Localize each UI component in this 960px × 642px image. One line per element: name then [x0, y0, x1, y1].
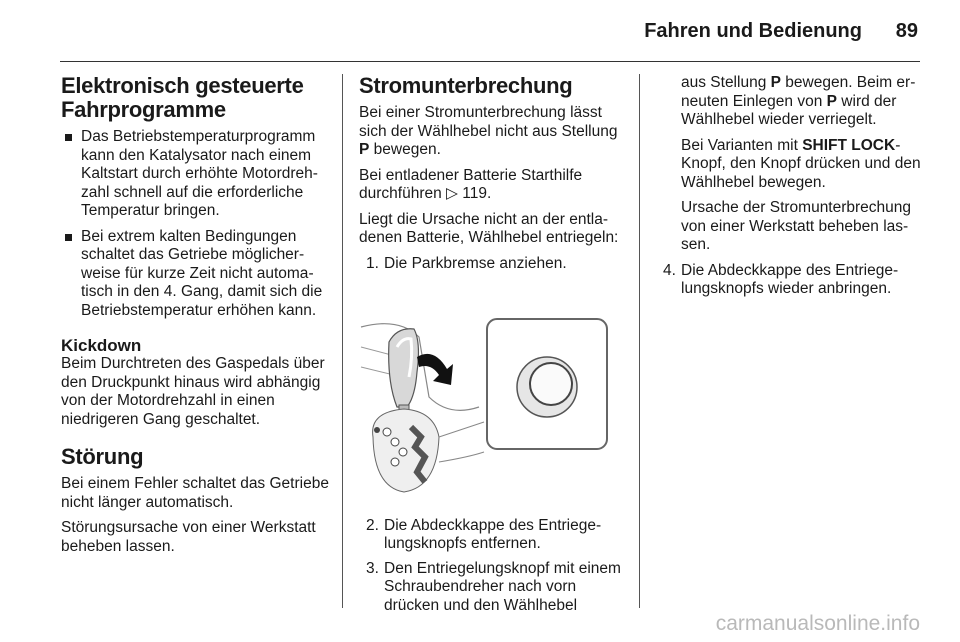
column-divider-2 — [639, 74, 640, 608]
gear-p-label: P — [359, 141, 370, 158]
step-item — [359, 255, 625, 274]
step-text: Die Parkbremse anziehen. — [384, 254, 567, 272]
step-number: 1. — [366, 254, 379, 272]
watermark: carmanualsonline.info — [715, 612, 920, 635]
gear-p-label: P — [826, 92, 837, 110]
step-item — [359, 517, 625, 554]
section-title-fahrprogramme: Elektronisch gesteuerte Fahrprogramme — [61, 73, 304, 122]
strom-text-2 — [359, 167, 625, 204]
gear-p-label: P — [770, 74, 781, 91]
stoerung-text-2: Störungsursache von einer Werkstatt beheben lassen. — [61, 519, 316, 555]
stoerung-text-1: Bei einem Fehler schaltet das Getriebe nicht länger automatisch. — [61, 475, 329, 511]
bullet-item — [61, 128, 329, 221]
section-title-stromunterbrechung: Stromunterbrechung — [359, 73, 573, 98]
step-text: Die Abdeckkappe des Entriegelungsknopfs entfernen. — [384, 516, 602, 552]
step-item — [359, 560, 625, 616]
page-number: 89 — [895, 20, 918, 42]
step-text: Die Abdeckkappe des Entriegelungsknopfs wieder anbringen. — [681, 261, 899, 297]
page-header-title: Fahren und Bedienung — [644, 20, 862, 42]
page-reference-arrow-icon: ▷ — [446, 185, 463, 202]
step-number: 3. — [366, 559, 379, 577]
step-3-continuation — [656, 74, 924, 130]
text-run: bewegen. Beim erneuten Einlegen von — [681, 74, 916, 110]
column-middle — [359, 74, 625, 621]
square-bullet-icon — [65, 134, 72, 141]
strom-text-3: Liegt die Ursache nicht an der entladenen Batterie, Wählhebel entriegeln: — [359, 210, 619, 246]
text-run: aus Stellung — [681, 74, 771, 91]
column-left — [61, 74, 329, 563]
shift-lock-label: SHIFT LOCK — [802, 136, 896, 154]
step-text: Den Entriegelungsknopf mit einem Schraubendreher nach vorn drücken und den Wählhebel — [384, 559, 621, 614]
text-run: . — [486, 185, 492, 202]
step-number: 2. — [366, 516, 379, 534]
ursache-text: Ursache der Stromunterbrechung von einer Werkstatt beheben lassen. — [681, 199, 912, 253]
text-run: -Knopf, den Knopf drücken und den Wählhebel bewegen. — [681, 136, 921, 191]
column-right — [656, 74, 924, 305]
kickdown-text: Beim Durchtreten des Gaspedals über den Druckpunkt hinaus wird abhängig von der Motordrehzahl in einen niedrigeren Gang geschaltet. — [61, 355, 325, 428]
step-item — [656, 262, 924, 299]
section-title-stoerung: Störung — [61, 444, 144, 469]
text-run: Bei Varianten mit — [681, 136, 803, 154]
gear-lever-illustration — [359, 287, 623, 499]
square-bullet-icon — [65, 234, 72, 241]
column-divider-1 — [342, 74, 343, 608]
shift-lock-text — [656, 137, 924, 193]
text-run: Bei einer Stromunterbrechung lässt sich der Wählhebel nicht aus Stellung — [359, 104, 618, 140]
header-rule — [60, 61, 920, 62]
bullet-text: Das Betriebstemperaturprogramm kann den Katalysator nach einem Kaltstart durch erhöhte Motordrehzahl schnell auf die erforderliche Temperatur bringen. — [81, 128, 318, 219]
text-run: bewegen. — [369, 141, 441, 158]
page-reference-link[interactable]: 119 — [462, 185, 487, 202]
strom-text-1 — [359, 104, 625, 160]
step-number: 4. — [663, 261, 676, 279]
text-run: wird der Wählhebel wieder verriegelt. — [681, 92, 897, 128]
text-run: Bei entladener Batterie Starthilfe durchführen — [359, 166, 583, 202]
bullet-text: Bei extrem kalten Bedingungen schaltet das Getriebe möglicherweise für kurze Zeit nicht automatisch in den 4. Gang, damit sich die Betriebstemperatur erhöhen kann. — [81, 227, 323, 319]
subsection-title-kickdown: Kickdown — [61, 336, 142, 355]
bullet-item — [61, 228, 329, 321]
